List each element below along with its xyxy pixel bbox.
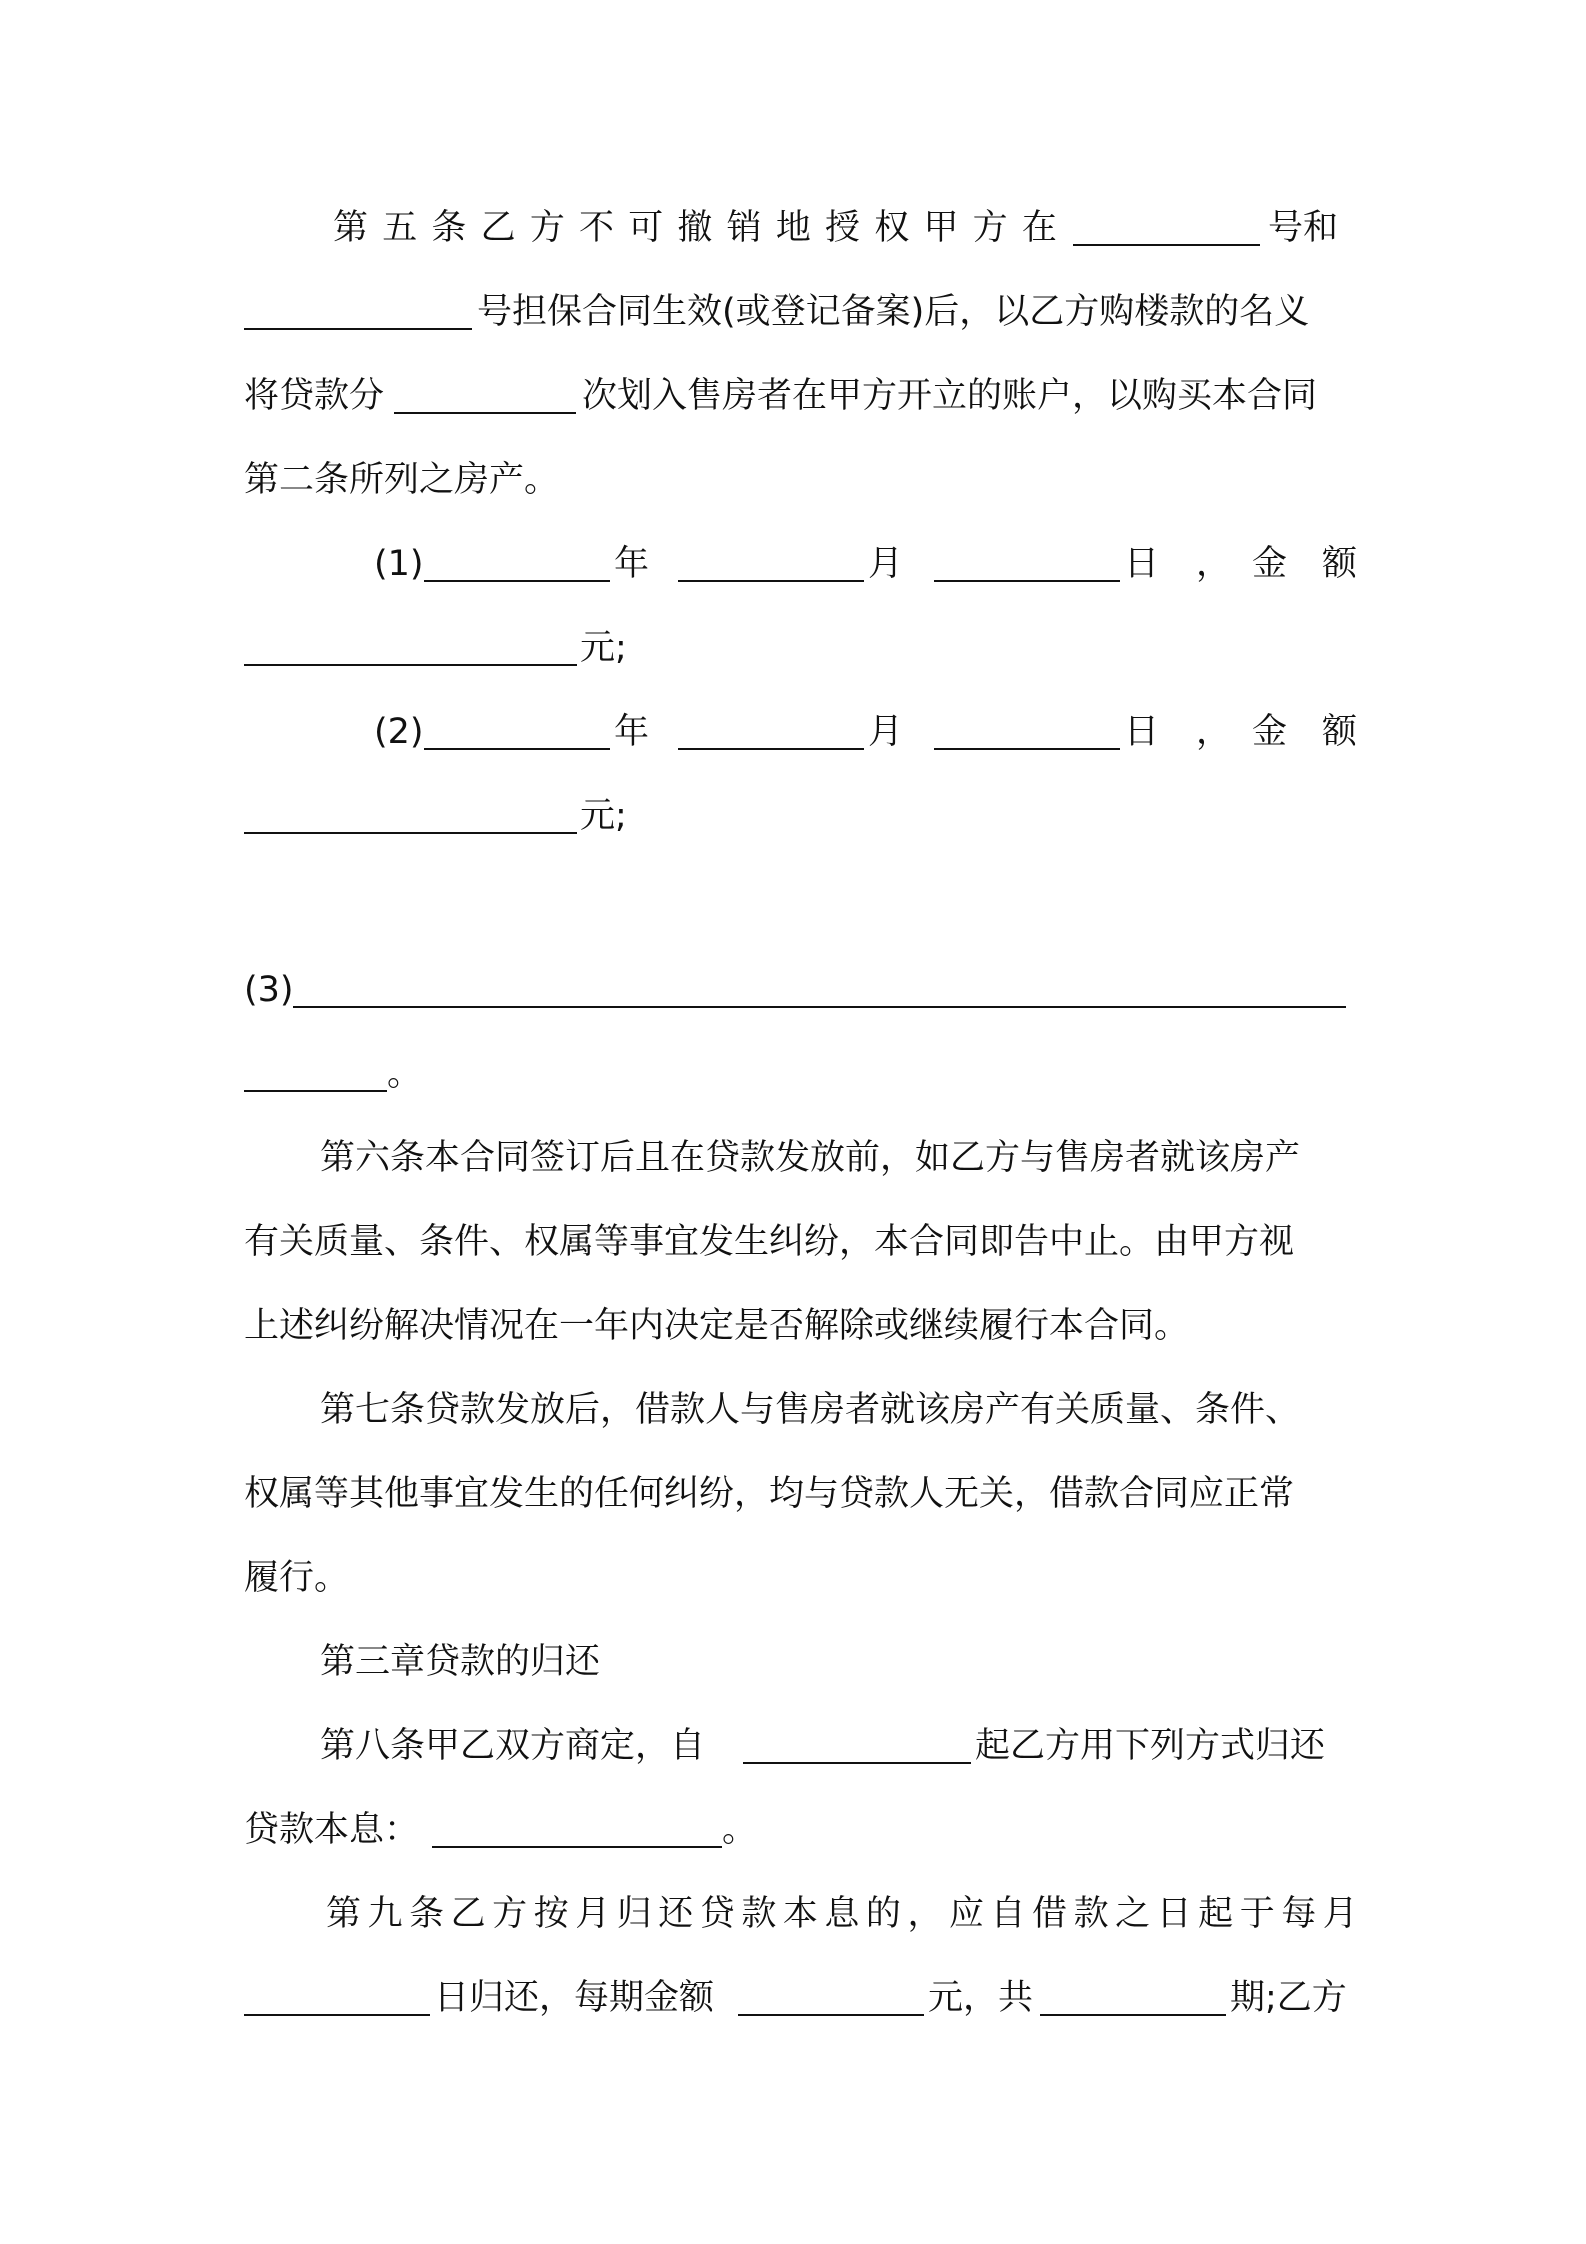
installment-1-line1 bbox=[0, 534, 1586, 594]
installment-1-line2 bbox=[0, 618, 1586, 678]
article9-line2 bbox=[0, 1968, 1586, 2028]
blank-field bbox=[244, 328, 472, 330]
article8-text: 起乙方用下列方式归还 bbox=[975, 1726, 1326, 1766]
article9-text-char: 息 bbox=[824, 1894, 860, 1934]
article7-text: 权属等其他事宜发生的任何纠纷，均与贷款人无关，借款合同应正常 bbox=[244, 1474, 1295, 1514]
article9-text-char: 本 bbox=[782, 1894, 818, 1934]
article9-text-char: 第 bbox=[326, 1894, 362, 1934]
article9-text-char: 乙 bbox=[450, 1894, 486, 1934]
article5-text-char: 地 bbox=[775, 208, 811, 248]
comma: ， bbox=[1196, 544, 1232, 584]
amount-label bbox=[1252, 702, 1357, 762]
blank-field bbox=[678, 748, 864, 750]
blank-field bbox=[424, 748, 610, 750]
article5-text-char: 权 bbox=[874, 208, 910, 248]
article5-suffix: 号和 bbox=[1268, 208, 1339, 248]
month-label: 月 bbox=[868, 544, 904, 584]
period-mark: 。 bbox=[387, 1054, 423, 1094]
article9-text-char: 应 bbox=[948, 1894, 984, 1934]
blank-field bbox=[738, 2014, 924, 2016]
amount-label bbox=[1252, 534, 1357, 594]
article8-text: 贷款本息： bbox=[244, 1810, 420, 1850]
blank-field bbox=[1040, 2014, 1226, 2016]
yuan-label: 元; bbox=[580, 796, 627, 836]
article6-text: 有关质量、条件、权属等事宜发生纠纷，本合同即告中止。由甲方视 bbox=[244, 1222, 1295, 1262]
article9-text: 日归还，每期金额 bbox=[434, 1978, 715, 2018]
installment-2-line1 bbox=[0, 702, 1586, 762]
blank-field bbox=[934, 580, 1120, 582]
article9-text-char: 条 bbox=[409, 1894, 445, 1934]
blank-field bbox=[293, 1006, 1346, 1008]
amount-text-char: 额 bbox=[1321, 544, 1357, 584]
article9-text-char: 每 bbox=[1281, 1894, 1317, 1934]
article6-line1 bbox=[0, 1128, 1586, 1188]
blank-field bbox=[1073, 244, 1260, 246]
article9-text-char: 贷 bbox=[699, 1894, 735, 1934]
article5-line3-prefix: 将贷款分 bbox=[244, 376, 385, 416]
article5-text-char: 销 bbox=[726, 208, 762, 248]
article5-text-char: 授 bbox=[825, 208, 861, 248]
installment-label: (2) bbox=[374, 712, 424, 752]
article9-line1 bbox=[0, 1884, 1586, 1944]
year-label: 年 bbox=[614, 544, 650, 584]
blank-field bbox=[244, 832, 577, 834]
article5-text-char: 条 bbox=[431, 208, 467, 248]
article5-text-char: 第 bbox=[333, 208, 369, 248]
amount-text-char: 金 bbox=[1252, 712, 1288, 752]
article9-text-char: 款 bbox=[1073, 1894, 1109, 1934]
article5-text-char: 方 bbox=[529, 208, 565, 248]
article9-text: 期;乙方 bbox=[1230, 1978, 1347, 2018]
article7-text: 第七条贷款发放后，借款人与售房者就该房产有关质量、条件、 bbox=[320, 1390, 1301, 1430]
article9-text: 元，共 bbox=[928, 1978, 1034, 2018]
article5-line4-text: 第二条所列之房产。 bbox=[244, 460, 560, 500]
article8-line2 bbox=[0, 1800, 1586, 1860]
article5-text-char: 甲 bbox=[923, 208, 959, 248]
installment-3-line2 bbox=[0, 1044, 1586, 1104]
article5-line2-text: 号担保合同生效(或登记备案)后，以乙方购楼款的名义 bbox=[477, 292, 1310, 332]
day-label: 日 bbox=[1124, 712, 1160, 752]
article9-text-char: 起 bbox=[1198, 1894, 1234, 1934]
article9-text-char: 的 bbox=[865, 1894, 901, 1934]
article9-text-char: 款 bbox=[741, 1894, 777, 1934]
article5-line2 bbox=[0, 282, 1586, 342]
article9-text-char: 月 bbox=[1322, 1894, 1358, 1934]
yuan-label: 元; bbox=[580, 628, 627, 668]
amount-text-char: 金 bbox=[1252, 544, 1288, 584]
article5-text-char: 可 bbox=[628, 208, 664, 248]
article5-text-char: 在 bbox=[1021, 208, 1057, 248]
article9-text-char: 归 bbox=[616, 1894, 652, 1934]
article5-line3-text: 次划入售房者在甲方开立的账户，以购买本合同 bbox=[582, 376, 1318, 416]
installment-label: (3) bbox=[244, 970, 294, 1010]
article7-line3 bbox=[0, 1548, 1586, 1608]
article7-line1 bbox=[0, 1380, 1586, 1440]
installment-label: (1) bbox=[374, 544, 424, 584]
installment-2-line2 bbox=[0, 786, 1586, 846]
article6-text: 第六条本合同签订后且在贷款发放前，如乙方与售房者就该房产 bbox=[320, 1138, 1301, 1178]
article6-text: 上述纠纷解决情况在一年内决定是否解除或继续履行本合同。 bbox=[244, 1306, 1190, 1346]
blank-field bbox=[244, 664, 577, 666]
article9-text-char: 月 bbox=[575, 1894, 611, 1934]
article9-text-char: 还 bbox=[658, 1894, 694, 1934]
article9-text-char: 方 bbox=[492, 1894, 528, 1934]
article6-line3 bbox=[0, 1296, 1586, 1356]
blank-field bbox=[432, 1846, 722, 1848]
article5-text-char: 乙 bbox=[480, 208, 516, 248]
blank-field bbox=[678, 580, 864, 582]
article9-text-char: 九 bbox=[367, 1894, 403, 1934]
article9-text-char: 自 bbox=[990, 1894, 1026, 1934]
blank-field bbox=[934, 748, 1120, 750]
article5-text-char: 五 bbox=[382, 208, 418, 248]
article5-line3 bbox=[0, 366, 1586, 426]
blank-field bbox=[424, 580, 610, 582]
article5-line1 bbox=[0, 198, 1586, 258]
blank-field bbox=[394, 412, 576, 414]
comma: ， bbox=[1196, 712, 1232, 752]
article9-text-char: 借 bbox=[1032, 1894, 1068, 1934]
article8-line1 bbox=[0, 1716, 1586, 1776]
amount-text-char: 额 bbox=[1321, 712, 1357, 752]
month-label: 月 bbox=[868, 712, 904, 752]
article5-line1-text bbox=[333, 198, 1057, 258]
article8-text: 第八条甲乙双方商定，自 bbox=[320, 1726, 706, 1766]
article5-text-char: 方 bbox=[972, 208, 1008, 248]
article7-text: 履行。 bbox=[244, 1558, 350, 1598]
article9-text-char: 于 bbox=[1239, 1894, 1275, 1934]
period-mark: 。 bbox=[722, 1810, 758, 1850]
article5-text-char: 撤 bbox=[677, 208, 713, 248]
article9-text-char: 按 bbox=[533, 1894, 569, 1934]
day-label: 日 bbox=[1124, 544, 1160, 584]
article9-text-char: ， bbox=[907, 1894, 943, 1934]
installment-3-line1 bbox=[0, 960, 1586, 1020]
article6-line2 bbox=[0, 1212, 1586, 1272]
year-label: 年 bbox=[614, 712, 650, 752]
chapter3-heading bbox=[0, 1632, 1586, 1692]
chapter-heading: 第三章贷款的归还 bbox=[320, 1642, 601, 1682]
article5-line4 bbox=[0, 450, 1586, 510]
article9-text-char: 之 bbox=[1115, 1894, 1151, 1934]
blank-field bbox=[743, 1762, 971, 1764]
article9-line1-text bbox=[326, 1884, 1358, 1944]
blank-field bbox=[244, 2014, 430, 2016]
blank-field bbox=[244, 1090, 387, 1092]
article5-text-char: 不 bbox=[579, 208, 615, 248]
article7-line2 bbox=[0, 1464, 1586, 1524]
article9-text-char: 日 bbox=[1156, 1894, 1192, 1934]
